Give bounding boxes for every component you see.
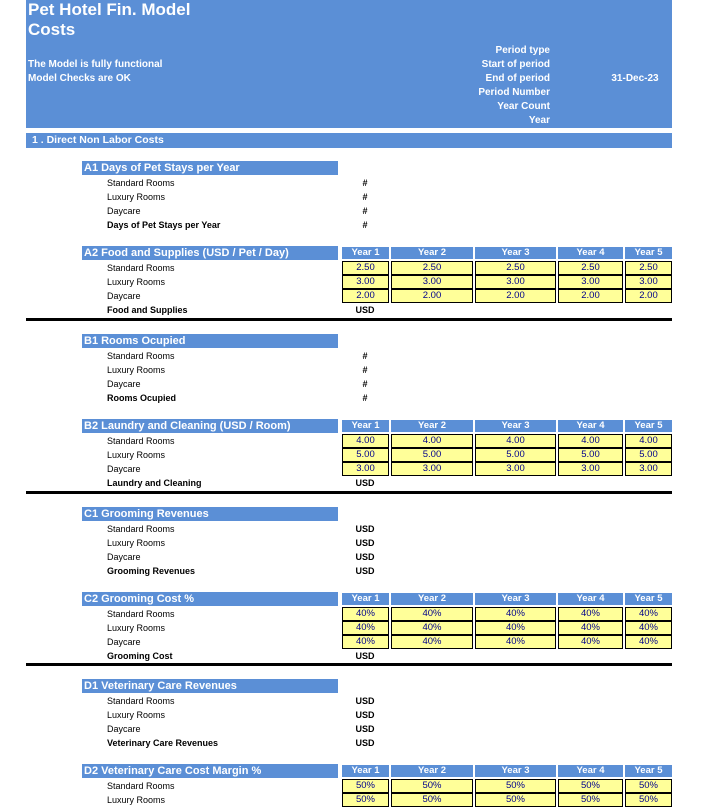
year-header: Year 4 <box>558 247 623 259</box>
model-title: Pet Hotel Fin. Model <box>28 0 191 19</box>
year-header: Year 3 <box>475 247 556 259</box>
input-cell[interactable]: 3.00 <box>475 462 556 476</box>
input-cell[interactable]: 5.00 <box>342 448 389 462</box>
input-cell[interactable]: 4.00 <box>625 434 672 448</box>
input-cell[interactable]: 40% <box>625 607 672 621</box>
input-cell[interactable]: 2.00 <box>558 289 623 303</box>
input-cell[interactable]: 2.00 <box>625 289 672 303</box>
row-label: Luxury Rooms <box>107 795 166 805</box>
input-cell[interactable]: 40% <box>342 621 389 635</box>
input-cell[interactable]: 3.00 <box>475 275 556 289</box>
year-header: Year 3 <box>475 420 556 432</box>
label-period-type: Period type <box>495 45 550 56</box>
label-end-period: End of period <box>485 73 550 84</box>
row-label: Standard Rooms <box>107 263 175 273</box>
year-header: Year 5 <box>625 247 672 259</box>
year-header: Year 5 <box>625 765 672 777</box>
input-cell[interactable]: 40% <box>475 607 556 621</box>
year-header: Year 4 <box>558 420 623 432</box>
row-label: Luxury Rooms <box>107 538 166 548</box>
section-bar-label: 1 . Direct Non Labor Costs <box>32 134 164 146</box>
input-cell[interactable]: 50% <box>342 779 389 793</box>
input-cell[interactable]: 40% <box>558 621 623 635</box>
block-title: B2 Laundry and Cleaning (USD / Room) <box>82 419 338 433</box>
unit-cell: # <box>362 365 368 375</box>
year-header: Year 3 <box>475 765 556 777</box>
year-header: Year 5 <box>625 420 672 432</box>
input-cell[interactable]: 4.00 <box>342 434 389 448</box>
input-cell[interactable]: 40% <box>342 635 389 649</box>
label-start-period: Start of period <box>481 59 550 70</box>
year-header: Year 2 <box>391 420 473 432</box>
input-cell[interactable]: 2.50 <box>342 261 389 275</box>
input-cell[interactable]: 3.00 <box>342 275 389 289</box>
year-header: Year 3 <box>475 593 556 605</box>
unit-cell: USD <box>355 552 375 562</box>
input-cell[interactable]: 2.00 <box>475 289 556 303</box>
unit-cell: # <box>362 206 368 216</box>
block-title: C2 Grooming Cost % <box>82 592 338 606</box>
input-cell[interactable]: 50% <box>625 793 672 807</box>
unit-cell: USD <box>355 566 375 576</box>
unit-cell: USD <box>355 696 375 706</box>
unit-cell: # <box>362 220 368 230</box>
row-label: Days of Pet Stays per Year <box>107 220 221 230</box>
block-title: D2 Veterinary Care Cost Margin % <box>82 764 338 778</box>
input-cell[interactable]: 3.00 <box>558 275 623 289</box>
row-label: Veterinary Care Revenues <box>107 738 219 748</box>
block-title: A1 Days of Pet Stays per Year <box>82 161 338 175</box>
input-cell[interactable]: 3.00 <box>558 462 623 476</box>
input-cell[interactable]: 3.00 <box>625 462 672 476</box>
input-cell[interactable]: 50% <box>475 793 556 807</box>
input-cell[interactable]: 2.50 <box>475 261 556 275</box>
input-cell[interactable]: 50% <box>558 793 623 807</box>
unit-cell: # <box>362 192 368 202</box>
year-header: Year 5 <box>625 593 672 605</box>
year-header: Year 1 <box>342 420 389 432</box>
input-cell[interactable]: 2.50 <box>558 261 623 275</box>
input-cell[interactable]: 3.00 <box>342 462 389 476</box>
block-title: D1 Veterinary Care Revenues <box>82 679 338 693</box>
input-cell[interactable]: 5.00 <box>391 448 473 462</box>
unit-cell: # <box>362 178 368 188</box>
unit-cell: # <box>362 393 368 403</box>
input-cell[interactable]: 3.00 <box>391 462 473 476</box>
model-subtitle: Costs <box>28 20 76 39</box>
unit-cell: USD <box>355 710 375 720</box>
input-cell[interactable]: 50% <box>558 779 623 793</box>
row-label: Daycare <box>107 637 141 647</box>
year-header: Year 1 <box>342 247 389 259</box>
row-label: Luxury Rooms <box>107 277 166 287</box>
row-label: Rooms Ocupied <box>107 393 177 403</box>
row-label: Standard Rooms <box>107 781 175 791</box>
year-header: Year 2 <box>391 593 473 605</box>
divider-rule <box>26 318 672 321</box>
input-cell[interactable]: 50% <box>475 779 556 793</box>
unit-cell: USD <box>355 305 375 315</box>
row-label: Daycare <box>107 724 141 734</box>
unit-cell: USD <box>355 524 375 534</box>
input-cell[interactable]: 50% <box>342 793 389 807</box>
input-cell[interactable]: 3.00 <box>391 275 473 289</box>
input-cell[interactable]: 40% <box>342 607 389 621</box>
block-title: B1 Rooms Ocupied <box>82 334 338 348</box>
input-cell[interactable]: 5.00 <box>558 448 623 462</box>
row-label: Luxury Rooms <box>107 450 166 460</box>
input-cell[interactable]: 40% <box>391 621 473 635</box>
status-functional: The Model is fully functional <box>28 59 163 70</box>
status-checks: Model Checks are OK <box>28 73 131 84</box>
row-label: Standard Rooms <box>107 696 175 706</box>
row-label: Grooming Cost <box>107 651 173 661</box>
row-label: Luxury Rooms <box>107 192 166 202</box>
input-cell[interactable]: 5.00 <box>475 448 556 462</box>
unit-cell: USD <box>355 724 375 734</box>
unit-cell: # <box>362 351 368 361</box>
input-cell[interactable]: 2.00 <box>342 289 389 303</box>
section-bar <box>26 133 672 148</box>
unit-cell: USD <box>355 738 375 748</box>
row-label: Daycare <box>107 291 141 301</box>
unit-cell: USD <box>355 538 375 548</box>
row-label: Laundry and Cleaning <box>107 478 202 488</box>
block-title: C1 Grooming Revenues <box>82 507 338 521</box>
input-cell[interactable]: 40% <box>625 635 672 649</box>
input-cell[interactable]: 5.00 <box>625 448 672 462</box>
unit-cell: # <box>362 379 368 389</box>
row-label: Luxury Rooms <box>107 710 166 720</box>
row-label: Daycare <box>107 379 141 389</box>
year-header: Year 4 <box>558 593 623 605</box>
row-label: Luxury Rooms <box>107 623 166 633</box>
input-cell[interactable]: 2.00 <box>391 289 473 303</box>
divider-rule <box>26 663 672 666</box>
input-cell[interactable]: 4.00 <box>391 434 473 448</box>
row-label: Daycare <box>107 206 141 216</box>
divider-rule <box>26 491 672 494</box>
input-cell[interactable]: 40% <box>558 635 623 649</box>
input-cell[interactable]: 50% <box>391 779 473 793</box>
year-header: Year 1 <box>342 593 389 605</box>
row-label: Daycare <box>107 552 141 562</box>
input-cell[interactable]: 40% <box>391 635 473 649</box>
input-cell[interactable]: 4.00 <box>558 434 623 448</box>
end-date-value: 31-Dec-23 <box>611 73 659 84</box>
input-cell[interactable]: 50% <box>625 779 672 793</box>
row-label: Standard Rooms <box>107 351 175 361</box>
row-label: Luxury Rooms <box>107 365 166 375</box>
input-cell[interactable]: 40% <box>625 621 672 635</box>
row-label: Standard Rooms <box>107 436 175 446</box>
input-cell[interactable]: 40% <box>475 621 556 635</box>
row-label: Food and Supplies <box>107 305 188 315</box>
input-cell[interactable]: 50% <box>391 793 473 807</box>
row-label: Daycare <box>107 464 141 474</box>
input-cell[interactable]: 40% <box>558 607 623 621</box>
input-cell[interactable]: 2.50 <box>391 261 473 275</box>
row-label: Standard Rooms <box>107 524 175 534</box>
year-header: Year 2 <box>391 247 473 259</box>
label-year-count: Year Count <box>497 101 550 112</box>
block-title: A2 Food and Supplies (USD / Pet / Day) <box>82 246 338 260</box>
label-period-number: Period Number <box>478 87 550 98</box>
year-header: Year 1 <box>342 765 389 777</box>
input-cell[interactable]: 40% <box>391 607 473 621</box>
year-header: Year 2 <box>391 765 473 777</box>
input-cell[interactable]: 4.00 <box>475 434 556 448</box>
row-label: Standard Rooms <box>107 178 175 188</box>
unit-cell: USD <box>355 651 375 661</box>
row-label: Standard Rooms <box>107 609 175 619</box>
label-year: Year <box>528 115 550 126</box>
unit-cell: USD <box>355 478 375 488</box>
input-cell[interactable]: 2.50 <box>625 261 672 275</box>
row-label: Grooming Revenues <box>107 566 196 576</box>
year-header: Year 4 <box>558 765 623 777</box>
input-cell[interactable]: 40% <box>475 635 556 649</box>
input-cell[interactable]: 3.00 <box>625 275 672 289</box>
